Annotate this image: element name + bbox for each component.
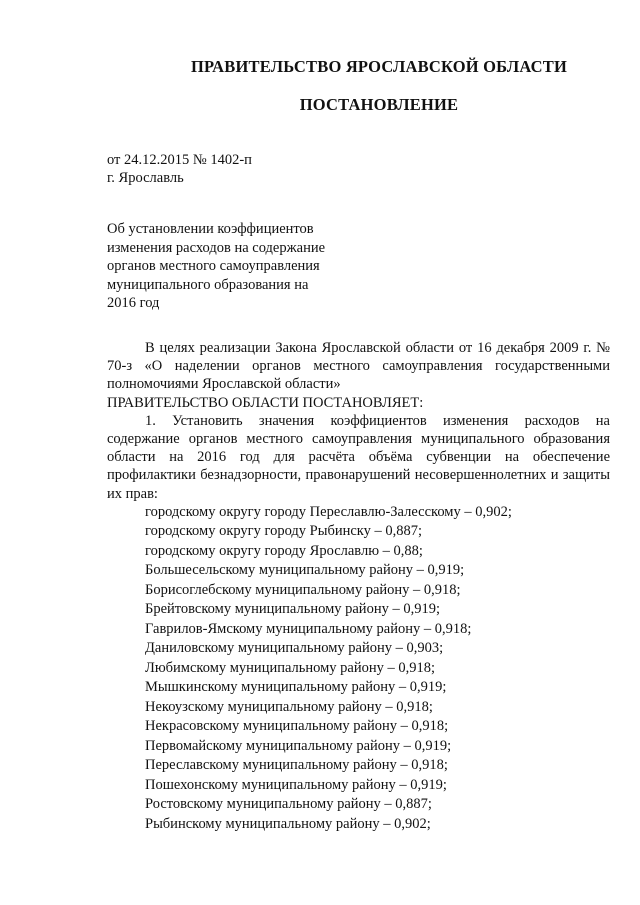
- document-subject: [107, 220, 357, 313]
- list-item: Некрасовскому муниципальному району – 0,918;: [145, 718, 449, 735]
- list-item: Мышкинскому муниципальному району – 0,919;: [145, 679, 447, 696]
- subject-line: Об установлении коэффициентов: [107, 221, 314, 237]
- subject-line: 2016 год: [107, 295, 160, 311]
- resolves-heading: ПРАВИТЕЛЬСТВО ОБЛАСТИ ПОСТАНОВЛЯЕТ:: [107, 394, 424, 411]
- subject-line: органов местного самоуправления: [107, 258, 320, 274]
- list-item: Некоузскому муниципальному району – 0,918;: [145, 698, 433, 715]
- document-body: [107, 339, 610, 834]
- list-item: Ростовскому муниципальному району – 0,887;: [145, 796, 432, 813]
- list-item: городскому округу городу Переславлю-Залесскому – 0,902;: [145, 503, 512, 520]
- list-item: Гаврилов-Ямскому муниципальному району – 0,918;: [145, 620, 472, 637]
- preamble-paragraph: В целях реализации Закона Ярославской области от 16 декабря 2009 г. № 70-з «О наделении органов местного самоуправления государственными полномочиями Ярославской области»: [107, 340, 610, 393]
- subject-line: муниципального образования на: [107, 276, 309, 293]
- date-number: от 24.12.2015 № 1402-п: [107, 152, 252, 168]
- list-item: Брейтовскому муниципальному району – 0,919;: [145, 601, 440, 618]
- government-title: ПРАВИТЕЛЬСТВО ЯРОСЛАВСКОЙ ОБЛАСТИ: [190, 57, 568, 76]
- list-item: городскому округу городу Рыбинску – 0,887;: [145, 523, 423, 540]
- item-1-paragraph: 1. Установить значения коэффициентов изменения расходов на содержание органов местного самоуправления муниципального образования области на 2016 год для расчёта объёма субвенции на обеспечение профилактики безнадзорности, правонарушений несовершеннолетних и защиты их прав:: [107, 412, 610, 502]
- list-item: Переславскому муниципальному району – 0,918;: [145, 757, 448, 774]
- document-meta: [107, 151, 252, 187]
- coefficient-list: [107, 503, 610, 835]
- document-type: ПОСТАНОВЛЕНИЕ: [299, 95, 459, 114]
- list-item: Большесельскому муниципальному району – 0,919;: [145, 562, 465, 579]
- city: г. Ярославль: [107, 170, 184, 186]
- subject-line: изменения расходов на содержание: [107, 239, 326, 256]
- list-item: Даниловскому муниципальному району – 0,903;: [145, 640, 444, 657]
- list-item: Борисоглебскому муниципальному району – 0,918;: [145, 581, 461, 598]
- list-item: городскому округу городу Ярославлю – 0,88;: [145, 542, 423, 559]
- list-item: Рыбинскому муниципальному району – 0,902;: [145, 815, 431, 832]
- list-item: Первомайскому муниципальному району – 0,919;: [145, 737, 452, 754]
- list-item: Любимскому муниципальному району – 0,918;: [145, 659, 436, 676]
- list-item: Пошехонскому муниципальному району – 0,919;: [145, 776, 447, 793]
